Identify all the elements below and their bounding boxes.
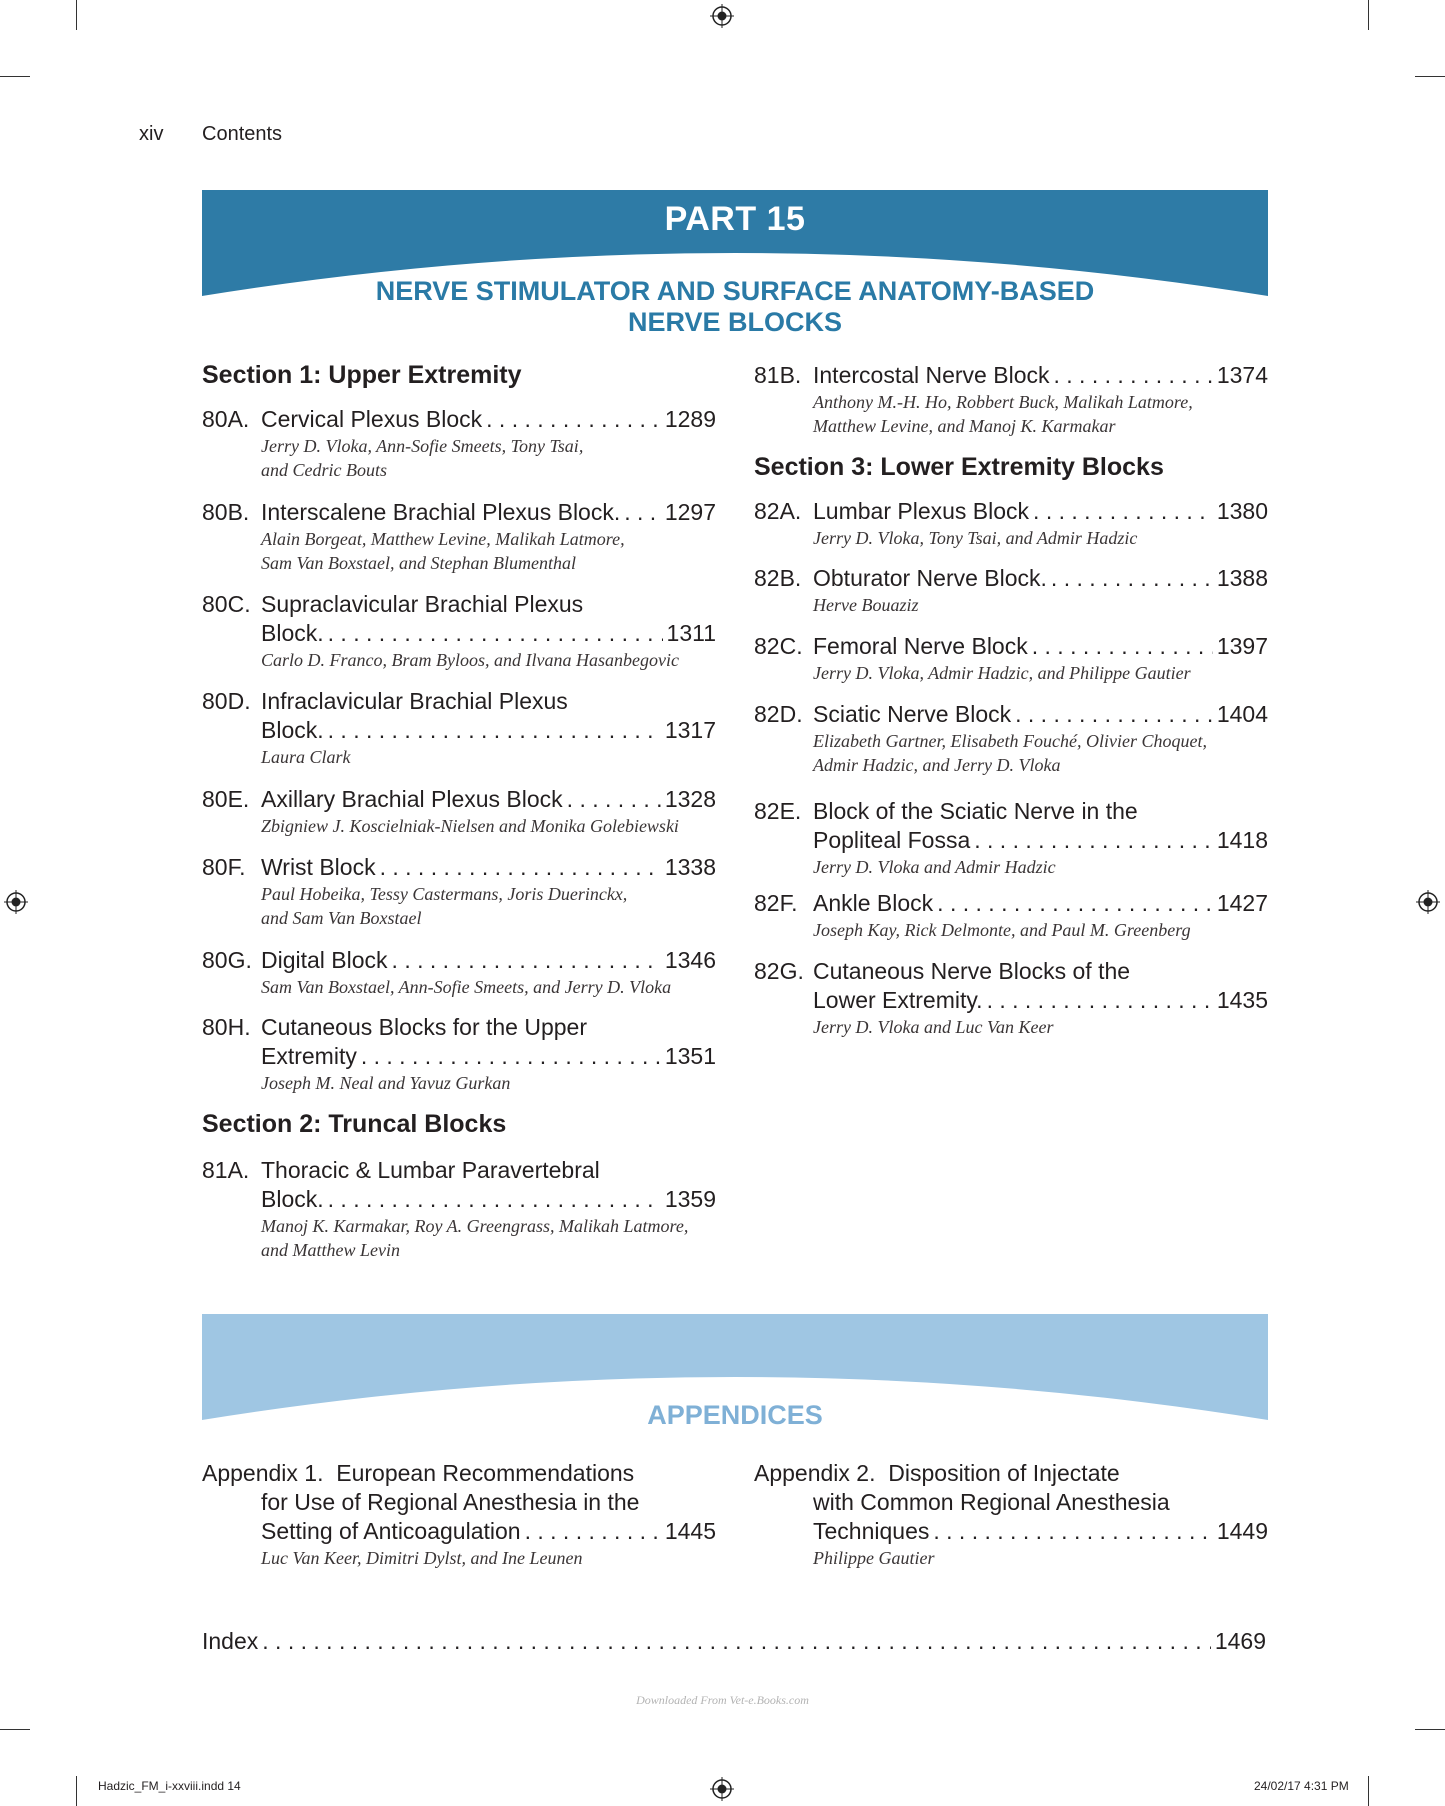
entry-authors: and Matthew Levin [261,1240,400,1260]
crop-mark [1368,0,1369,30]
entry-number: 82F. [754,890,798,916]
appendix-title-line: with Common Regional Anesthesia [813,1489,1170,1515]
section-heading: Section 2: Truncal Blocks [202,1110,507,1138]
toc-entry[interactable] [202,1156,716,1262]
entry-page-number: 1435 [1216,987,1268,1013]
appendix-authors: Luc Van Keer, Dimitri Dylst, and Ine Leunen [261,1548,583,1568]
appendix-title: Disposition of Injectate [888,1460,1120,1486]
entry-title: Intercostal Nerve Block [813,362,1050,388]
entry-number: 80C. [202,591,251,617]
entry-title: Block. [261,717,324,743]
entry-number: 82B. [754,565,802,591]
entry-title: Extremity [261,1043,357,1069]
leader-dots [328,716,661,745]
entry-authors: Herve Bouaziz [813,595,919,615]
entry-title: Popliteal Fossa [813,827,971,853]
entry-page-number: 1380 [1216,498,1268,524]
crop-mark [76,1776,77,1806]
entry-authors: Jerry D. Vloka, Ann-Sofie Smeets, Tony Tsai, [261,436,584,456]
slug-date: 24/02/17 4:31 PM [1254,1779,1349,1793]
entry-title-line: Infraclavicular Brachial Plexus [261,688,568,714]
entry-number: 80H. [202,1014,251,1040]
leader-dots [1015,700,1213,729]
leader-dots [361,1042,661,1071]
entry-title: Lower Extremity. [813,987,983,1013]
toc-entry[interactable] [754,564,1268,617]
entry-authors: Matthew Levine, and Manoj K. Karmakar [813,416,1116,436]
entry-title-line: Block of the Sciatic Nerve in the [813,798,1138,824]
entry-authors: Carlo D. Franco, Bram Byloos, and Ilvana Hasanbegovic [261,650,679,670]
entry-page-number: 1404 [1216,701,1268,727]
registration-mark-icon [4,890,28,914]
leader-dots [1033,497,1213,526]
entry-page-number: 1338 [664,854,716,880]
entry-authors: Admir Hadzic, and Jerry D. Vloka [813,755,1061,775]
crop-mark [1415,76,1445,77]
entry-page-number: 1427 [1216,890,1268,916]
leader-dots [392,946,661,975]
leader-dots [937,889,1213,918]
entry-title: Femoral Nerve Block [813,633,1028,659]
entry-title: Wrist Block [261,854,376,880]
entry-title: Cervical Plexus Block [261,406,483,432]
entry-number: 81B. [754,362,802,388]
registration-mark-icon [1416,890,1440,914]
leader-dots [380,853,661,882]
entry-page-number: 1388 [1216,565,1268,591]
appendix-page-number: 1445 [664,1518,716,1544]
page-number: xiv [139,123,164,145]
leader-dots [262,1628,1211,1655]
part-subtitle-line: NERVE BLOCKS [627,307,843,337]
registration-mark-icon [710,1777,734,1801]
leader-dots [567,785,661,814]
entry-page-number: 1418 [1216,827,1268,853]
entry-title: Axillary Brachial Plexus Block [261,786,563,812]
appendix-entry[interactable] [754,1459,1268,1570]
part-subtitle-line: NERVE STIMULATOR AND SURFACE ANATOMY-BASED [375,276,1095,306]
watermark: Downloaded From Vet-e.Books.com [636,1693,809,1707]
entry-title-line: Cutaneous Nerve Blocks of the [813,958,1131,984]
toc-entry[interactable] [202,853,716,930]
entry-authors: Joseph Kay, Rick Delmonte, and Paul M. Greenberg [813,920,1191,940]
crop-mark [0,76,30,77]
entry-number: 80G. [202,947,252,973]
entry-title-line: Cutaneous Blocks for the Upper [261,1014,588,1040]
toc-entry[interactable] [754,361,1268,438]
index-entry[interactable] [202,1628,1266,1655]
entry-number: 81A. [202,1157,250,1183]
entry-title: Interscalene Brachial Plexus Block. [261,499,621,525]
entry-number: 80A. [202,406,250,432]
toc-entry[interactable] [202,785,716,838]
toc-entry[interactable] [202,687,716,769]
leader-dots [624,498,661,527]
crop-mark [1415,1729,1445,1730]
index-page: 1469 [1214,1628,1266,1654]
crop-mark [76,0,77,30]
entry-page-number: 1289 [664,406,716,432]
entry-title-line: Thoracic & Lumbar Paravertebral [261,1157,600,1183]
entry-number: 80E. [202,786,250,812]
crop-mark [0,1729,30,1730]
toc-entry[interactable] [202,498,716,575]
entry-title: Obturator Nerve Block. [813,565,1047,591]
leader-dots [987,986,1213,1015]
entry-authors: Jerry D. Vloka and Admir Hadzic [813,857,1056,877]
toc-entry[interactable] [202,946,716,999]
section-heading: Section 1: Upper Extremity [202,361,522,389]
entry-authors: Elizabeth Gartner, Elisabeth Fouché, Olivier Choquet, [813,731,1207,751]
entry-page-number: 1328 [664,786,716,812]
entry-page-number: 1317 [664,717,716,743]
entry-authors: and Sam Van Boxstael [261,908,422,928]
slug-file: Hadzic_FM_i-xxviii.indd 14 [98,1779,241,1793]
appendix-entry[interactable] [202,1459,716,1570]
toc-entry[interactable] [202,405,716,482]
entry-authors: Jerry D. Vloka, Tony Tsai, and Admir Hadzic [813,528,1138,548]
appendix-title-line [754,1459,1268,1488]
entry-authors: and Cedric Bouts [261,460,387,480]
entry-authors: Paul Hobeika, Tessy Castermans, Joris Duerinckx, [261,884,628,904]
entry-page-number: 1374 [1216,362,1268,388]
appendix-title-line [202,1459,716,1488]
entry-page-number: 1297 [664,499,716,525]
leader-dots [1032,632,1213,661]
entry-page-number: 1351 [664,1043,716,1069]
leader-dots [1053,361,1212,390]
entry-page-number: 1359 [664,1186,716,1212]
entry-authors: Joseph M. Neal and Yavuz Gurkan [261,1073,511,1093]
appendix-number: Appendix 2. [754,1460,889,1486]
entry-number: 80D. [202,688,251,714]
entry-authors: Manoj K. Karmakar, Roy A. Greengrass, Malikah Latmore, [261,1216,689,1236]
leader-dots [328,619,663,648]
leader-dots [525,1517,661,1546]
appendix-title: European Recommendations [336,1460,635,1486]
part-subtitle [202,276,1268,338]
appendix-authors: Philippe Gautier [813,1548,935,1568]
toc-entry[interactable] [754,797,1268,879]
running-head-label: Contents [202,123,283,145]
entry-title: Lumbar Plexus Block [813,498,1030,524]
appendix-title: Setting of Anticoagulation [261,1518,521,1544]
entry-authors: Jerry D. Vloka, Admir Hadzic, and Philippe Gautier [813,663,1191,683]
entry-page-number: 1397 [1216,633,1268,659]
entry-number: 82D. [754,701,803,727]
entry-number: 80F. [202,854,246,880]
toc-entry[interactable] [754,497,1268,550]
toc-entry[interactable] [202,590,716,672]
entry-authors: Sam Van Boxstael, Ann-Sofie Smeets, and Jerry D. Vloka [261,977,672,997]
entry-number: 82A. [754,498,802,524]
entry-page-number: 1311 [666,620,716,646]
entry-authors: Laura Clark [261,747,351,767]
entry-title: Sciatic Nerve Block [813,701,1012,727]
leader-dots [974,826,1213,855]
toc-entry[interactable] [754,957,1268,1039]
entry-authors: Sam Van Boxstael, and Stephan Blumenthal [261,553,576,573]
leader-dots [486,405,661,434]
part-title: PART 15 [664,200,806,238]
appendix-title-line: for Use of Regional Anesthesia in the [261,1489,640,1515]
entry-title: Block. [261,620,324,646]
toc-entry[interactable] [754,889,1268,942]
entry-number: 82C. [754,633,803,659]
entry-authors: Alain Borgeat, Matthew Levine, Malikah Latmore, [261,529,625,549]
entry-authors: Zbigniew J. Koscielniak-Nielsen and Monika Golebiewski [261,816,679,836]
entry-page-number: 1346 [664,947,716,973]
toc-entry[interactable] [754,632,1268,685]
leader-dots [328,1185,661,1214]
entry-authors: Jerry D. Vloka and Luc Van Keer [813,1017,1054,1037]
entry-number: 82E. [754,798,802,824]
entry-title-line: Supraclavicular Brachial Plexus [261,591,584,617]
entry-title: Ankle Block [813,890,934,916]
index-label: Index [202,1628,259,1654]
entry-title: Block. [261,1186,324,1212]
section-heading: Section 3: Lower Extremity Blocks [754,453,1164,481]
entry-title: Digital Block [261,947,388,973]
crop-mark [1368,1776,1369,1806]
entry-authors: Anthony M.-H. Ho, Robbert Buck, Malikah Latmore, [813,392,1193,412]
entry-number: 82G. [754,958,804,984]
toc-entry[interactable] [202,1013,716,1095]
appendix-title: Techniques [813,1518,930,1544]
leader-dots [933,1517,1212,1546]
entry-number: 80B. [202,499,250,525]
appendices-title: APPENDICES [647,1400,823,1430]
appendix-number: Appendix 1. [202,1460,337,1486]
registration-mark-icon [710,4,734,28]
appendix-page-number: 1449 [1216,1518,1268,1544]
toc-entry[interactable] [754,700,1268,777]
leader-dots [1051,564,1213,593]
